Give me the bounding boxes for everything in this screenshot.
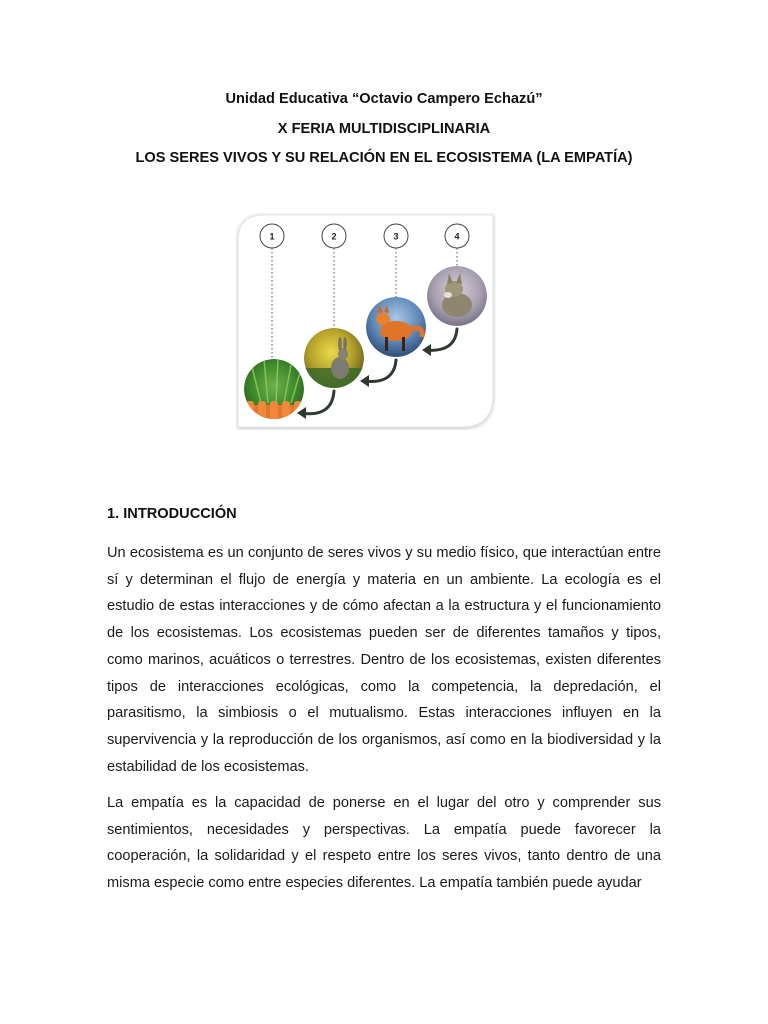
- fox-image: [366, 297, 426, 357]
- step-badge-2: [322, 224, 346, 248]
- step-badge-1: [260, 224, 284, 248]
- step-number: 4: [454, 231, 460, 242]
- school-name: Unidad Educativa “Octavio Campero Echazú”: [225, 91, 543, 107]
- paragraph: Un ecosistema es un conjunto de seres vivos y su medio físico, que interactúan entre sí y determinan el flujo de energía y materia en un ambiente. La ecología es el estudio de estas interacciones y de cómo afectan a la estructura y el funcionamiento de los ecosistemas. Los ecosistemas pueden ser de diferentes tamaños y tipos, como marinos, acuáticos o terrestres. Dentro de los ecosistemas, existen diferentes tipos de interacciones ecológicas, como la competencia, la depredación, el parasitismo, la simbiosis o el mutualismo. Estas interacciones influyen en la supervivencia y la reproducción de los organismos, así como en la biodiversidad y la estabilidad de los ecosistemas.: [107, 545, 661, 775]
- theme-title: LOS SERES VIVOS Y SU RELACIÓN EN EL ECOSISTEMA (LA EMPATÍA): [135, 150, 633, 166]
- step-badge-4: [445, 224, 469, 248]
- step-badge-3: [384, 224, 408, 248]
- fair-title: X FERIA MULTIDISCIPLINARIA: [277, 121, 491, 137]
- section-title: 1. INTRODUCCIÓN: [107, 506, 237, 522]
- wolf-image: [427, 266, 487, 326]
- paragraph: La empatía es la capacidad de ponerse en el lugar del otro y comprender sus sentimientos, necesidades y perspectivas. La empatía puede favorecer la cooperación, la solidaridad y el respeto entre los seres vivos, tanto dentro de una misma especie como entre especies diferentes. La empatía también puede ayudar: [107, 795, 661, 892]
- food-chain-figure: [236, 213, 496, 430]
- step-number: 2: [331, 231, 337, 242]
- step-number: 1: [269, 231, 275, 242]
- step-number: 3: [393, 231, 399, 242]
